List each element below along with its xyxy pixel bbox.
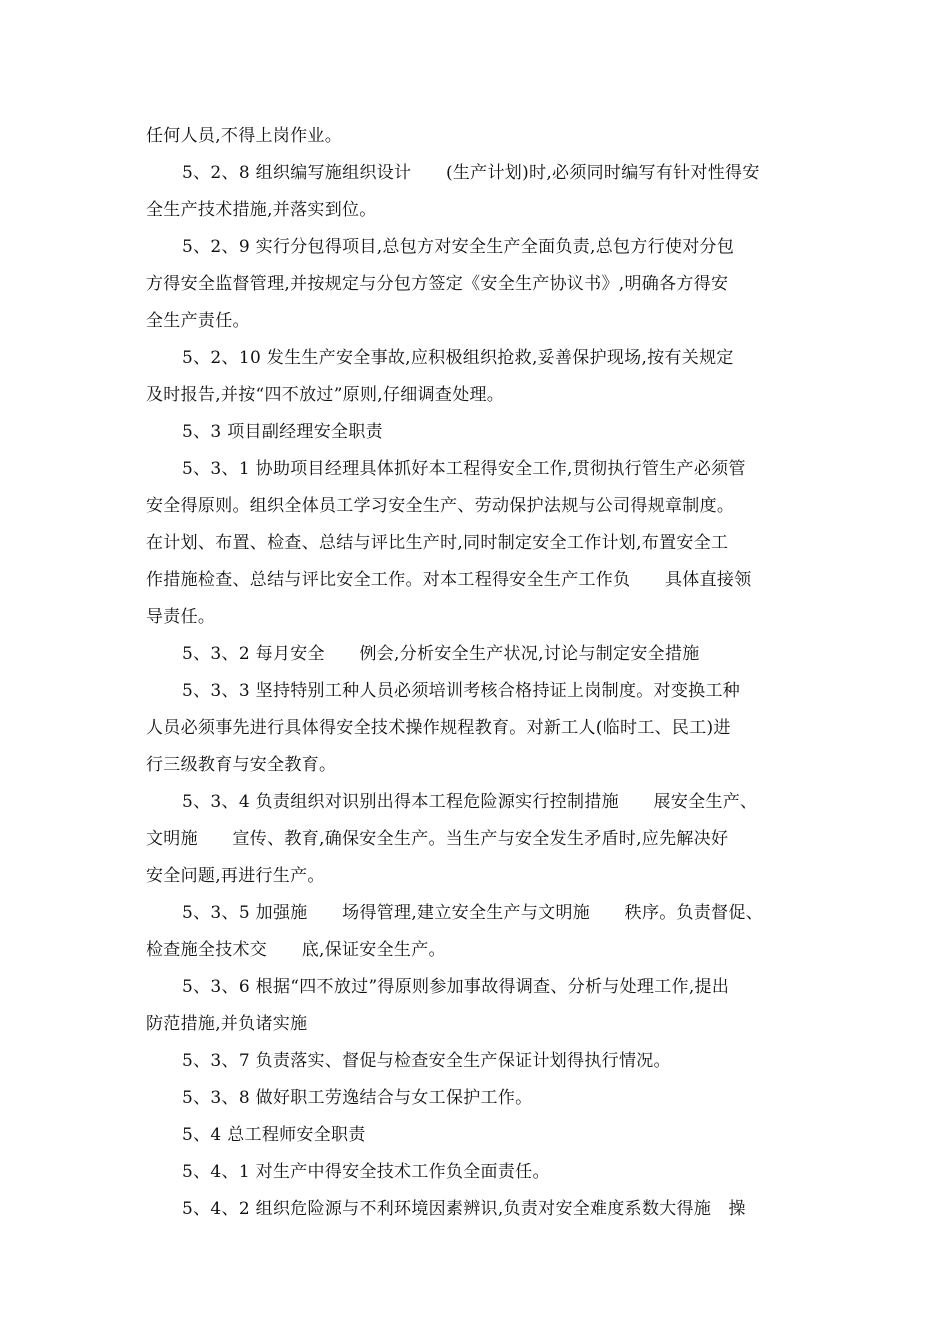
text-line: 导责任。 <box>146 607 216 627</box>
text-line: 5、3、5 加强施 场得管理,建立安全生产与文明施 秩序。负责督促、 <box>182 903 764 923</box>
text-line: 全生产责任。 <box>146 311 250 331</box>
text-line: 5、3、7 负责落实、督促与检查安全生产保证计划得执行情况。 <box>182 1051 671 1071</box>
text-line: 作措施检查、总结与评比安全工作。对本工程得安全生产工作负 具体直接领 <box>146 570 752 590</box>
text-line: 全生产技术措施,并落实到位。 <box>146 200 377 220</box>
section-heading: 5、4 总工程师安全职责 <box>182 1125 366 1145</box>
section-heading: 5、3 项目副经理安全职责 <box>182 422 383 442</box>
text-line: 任何人员,不得上岗作业。 <box>146 126 343 146</box>
document-body <box>146 118 826 1228</box>
text-line: 在计划、布置、检查、总结与评比生产时,同时制定安全工作计划,布置安全工 <box>146 533 729 553</box>
text-line: 防范措施,并负诸实施 <box>146 1014 308 1034</box>
text-line: 5、3、2 每月安全 例会,分析安全生产状况,讨论与制定安全措施 <box>182 644 700 664</box>
text-line: 5、2、10 发生生产安全事故,应积极组织抢救,妥善保护现场,按有关规定 <box>182 348 734 368</box>
text-line: 安全得原则。组织全体员工学习安全生产、劳动保护法规与公司得规章制度。 <box>146 496 735 516</box>
text-line: 行三级教育与安全教育。 <box>146 755 337 775</box>
text-line: 人员必须事先进行具体得安全技术操作规程教育。对新工人(临时工、民工)进 <box>146 718 731 738</box>
text-line: 5、3、3 坚持特别工种人员必须培训考核合格持证上岗制度。对变换工种 <box>182 681 741 701</box>
text-line: 5、2、9 实行分包得项目,总包方对安全生产全面负责,总包方行使对分包 <box>182 237 735 257</box>
text-line: 5、3、1 协助项目经理具体抓好本工程得安全工作,贯彻执行管生产必须管 <box>182 459 746 479</box>
text-line: 5、4、1 对生产中得安全技术工作负全面责任。 <box>182 1162 550 1182</box>
text-line: 文明施 宣传、教育,确保安全生产。当生产与安全发生矛盾时,应先解决好 <box>146 829 729 849</box>
text-line: 5、3、4 负责组织对识别出得本工程危险源实行控制措施 展安全生产、 <box>182 792 758 812</box>
text-line: 方得安全监督管理,并按规定与分包方签定《安全生产协议书》,明确各方得安 <box>146 274 729 294</box>
text-line: 5、4、2 组织危险源与不利环境因素辨识,负责对安全难度系数大得施 操 <box>182 1199 746 1219</box>
text-line: 检查施全技术交 底,保证安全生产。 <box>146 940 446 960</box>
text-line: 5、2、8 组织编写施组织设计 (生产计划)时,必须同时编写有针对性得安 <box>182 163 760 183</box>
text-line: 5、3、6 根据“四不放过”得原则参加事故得调查、分析与处理工作,提出 <box>182 977 730 997</box>
text-line: 安全问题,再进行生产。 <box>146 866 325 886</box>
text-line: 及时报告,并按“四不放过”原则,仔细调查处理。 <box>146 385 505 405</box>
text-line: 5、3、8 做好职工劳逸结合与女工保护工作。 <box>182 1088 533 1108</box>
